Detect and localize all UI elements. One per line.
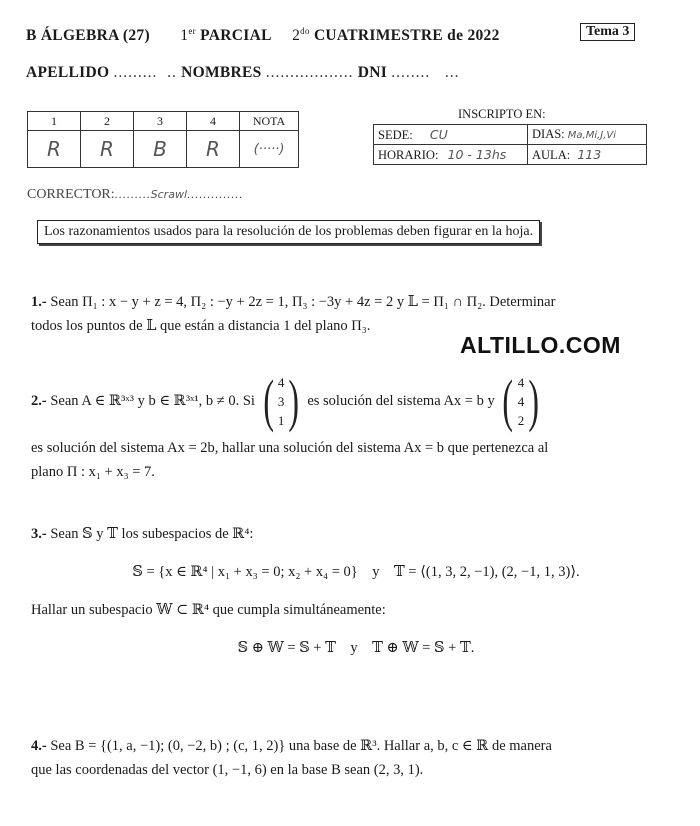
nombres-label: NOMBRES xyxy=(181,64,262,81)
corrector-dots-2: .............. xyxy=(187,187,244,201)
problem-2-text-a: Sean A ∈ ℝ³ˣ³ y b ∈ ℝ³ˣ¹, b ≠ 0. Si xyxy=(50,393,255,409)
student-line xyxy=(26,64,646,82)
vector-1-entry: 4 xyxy=(277,374,285,390)
apellido-field[interactable]: ......... .. xyxy=(113,64,177,81)
problem-3-line-2: Hallar un subespacio 𝕎 ⊂ ℝ⁴ que cumpla simultáneamente: xyxy=(31,602,386,618)
problem-3-equation-1: 𝕊 = {x ∈ ℝ⁴ | x₁ + x₃ = 0; x₂ + x₄ = 0} y 𝕋 = ⟨(1, 3, 2, −1), (2, −1, 1, 3)⟩. xyxy=(132,564,580,580)
corrector-label: CORRECTOR: xyxy=(27,187,115,202)
aula-value: 113 xyxy=(577,146,602,162)
problem-4-line-2: que las coordenadas del vector (1, −1, 6) en la base B sean (2, 3, 1). xyxy=(31,762,424,778)
problem-4-line-1: Sea B = {(1, a, −1); (0, −2, b) ; (c, 1, 2)} una base de ℝ³. Hallar a, b, c ∈ ℝ de manera xyxy=(50,738,552,754)
dias-label: DIAS: xyxy=(532,127,565,141)
grade-col-nota: NOTA xyxy=(240,112,299,131)
sede-value: CU xyxy=(429,126,448,142)
grade-mark-1: R xyxy=(28,131,81,168)
grade-mark-2: R xyxy=(81,131,134,168)
cuatrimestre-label: CUATRIMESTRE de 2022 xyxy=(313,27,500,45)
grade-col-4: 4 xyxy=(187,112,240,131)
grades-table xyxy=(27,111,299,168)
problem-2-line-2: es solución del sistema Ax = 2b, hallar una solución del sistema Ax = b que pertenezca al xyxy=(31,440,549,456)
problem-1-line-1: Sean Π₁ : x − y + z = 4, Π₂ : −y + 2z = 1, Π₃ : −3y + 4z = 2 y 𝕃 = Π₁ ∩ Π₂. Determinar xyxy=(50,294,556,310)
problem-2-text-b: es solución del sistema Ax = b y xyxy=(307,393,495,409)
grade-col-3: 3 xyxy=(134,112,187,131)
aula-cell xyxy=(528,145,647,165)
parcial-number: 1 xyxy=(180,27,189,45)
vector-1-entry: 3 xyxy=(277,393,285,409)
vector-2-entry: 4 xyxy=(517,393,525,409)
vector-1-entry: 1 xyxy=(277,412,285,428)
cuatrimestre-sup: do xyxy=(300,26,310,36)
course-title: B ÁLGEBRA (27) xyxy=(26,27,150,45)
altillo-watermark: ALTILLO.COM xyxy=(460,332,621,358)
problem-2 xyxy=(31,370,681,484)
corrector-dots: ......... xyxy=(114,187,151,201)
inscripto-title: INSCRIPTO EN: xyxy=(458,107,546,121)
grade-mark-3: B xyxy=(134,131,187,168)
horario-label: HORARIO: xyxy=(378,147,439,162)
problem-3-number: 3.- xyxy=(31,526,47,542)
problem-1 xyxy=(31,290,681,338)
grade-col-1: 1 xyxy=(28,112,81,131)
parcial-label: PARCIAL xyxy=(200,27,272,45)
problem-3-line-1: Sean 𝕊 y 𝕋 los subespacios de ℝ⁴: xyxy=(50,526,254,542)
grade-mark-nota: (·····) xyxy=(240,131,299,168)
corrector-line xyxy=(27,187,243,203)
problem-4-number: 4.- xyxy=(31,738,47,754)
grade-col-2: 2 xyxy=(81,112,134,131)
apellido-label: APELLIDO xyxy=(26,64,110,81)
parcial-sup: er xyxy=(188,26,196,36)
nombres-field[interactable]: .................. xyxy=(265,64,354,81)
vector-2-entry: 4 xyxy=(517,374,525,390)
problem-2-number: 2.- xyxy=(31,393,47,409)
problem-2-line-3: plano Π : x₁ + x₃ = 7. xyxy=(31,464,155,480)
sede-label: SEDE: xyxy=(378,127,413,142)
horario-value: 10 - 13hs xyxy=(447,146,507,162)
problem-3-equation-2: 𝕊 ⊕ 𝕎 = 𝕊 + 𝕋 y 𝕋 ⊕ 𝕎 = 𝕊 + 𝕋. xyxy=(237,640,475,656)
corrector-value: Scrawl xyxy=(150,188,188,201)
horario-cell xyxy=(374,145,528,165)
problem-4 xyxy=(31,734,686,782)
dias-value: Ma,Mi,J,Vi xyxy=(567,130,617,141)
problem-3 xyxy=(31,522,681,660)
grade-mark-4: R xyxy=(187,131,240,168)
vector-2-entry: 2 xyxy=(517,412,525,428)
grades-marks-row xyxy=(28,131,299,168)
vector-1: ( 4 3 1 ) xyxy=(262,368,300,433)
vector-2: ( 4 4 2 ) xyxy=(502,368,540,433)
dias-cell xyxy=(528,125,647,145)
sede-cell xyxy=(374,125,528,145)
problem-1-number: 1.- xyxy=(31,294,47,310)
tema-badge: Tema 3 xyxy=(580,23,635,41)
exam-header xyxy=(26,26,666,45)
dni-label: DNI xyxy=(357,64,388,81)
dni-field[interactable]: ........ ... xyxy=(391,64,460,81)
instructions-notice: Los razonamientos usados para la resolución de los problemas deben figurar en la hoja. xyxy=(37,220,540,244)
aula-label: AULA: xyxy=(532,147,571,162)
problem-1-line-2: todos los puntos de 𝕃 que están a distancia 1 del plano Π₃. xyxy=(31,318,371,334)
cuatrimestre-number: 2 xyxy=(292,27,301,45)
inscripto-table xyxy=(373,124,647,165)
grades-header-row xyxy=(28,112,299,131)
